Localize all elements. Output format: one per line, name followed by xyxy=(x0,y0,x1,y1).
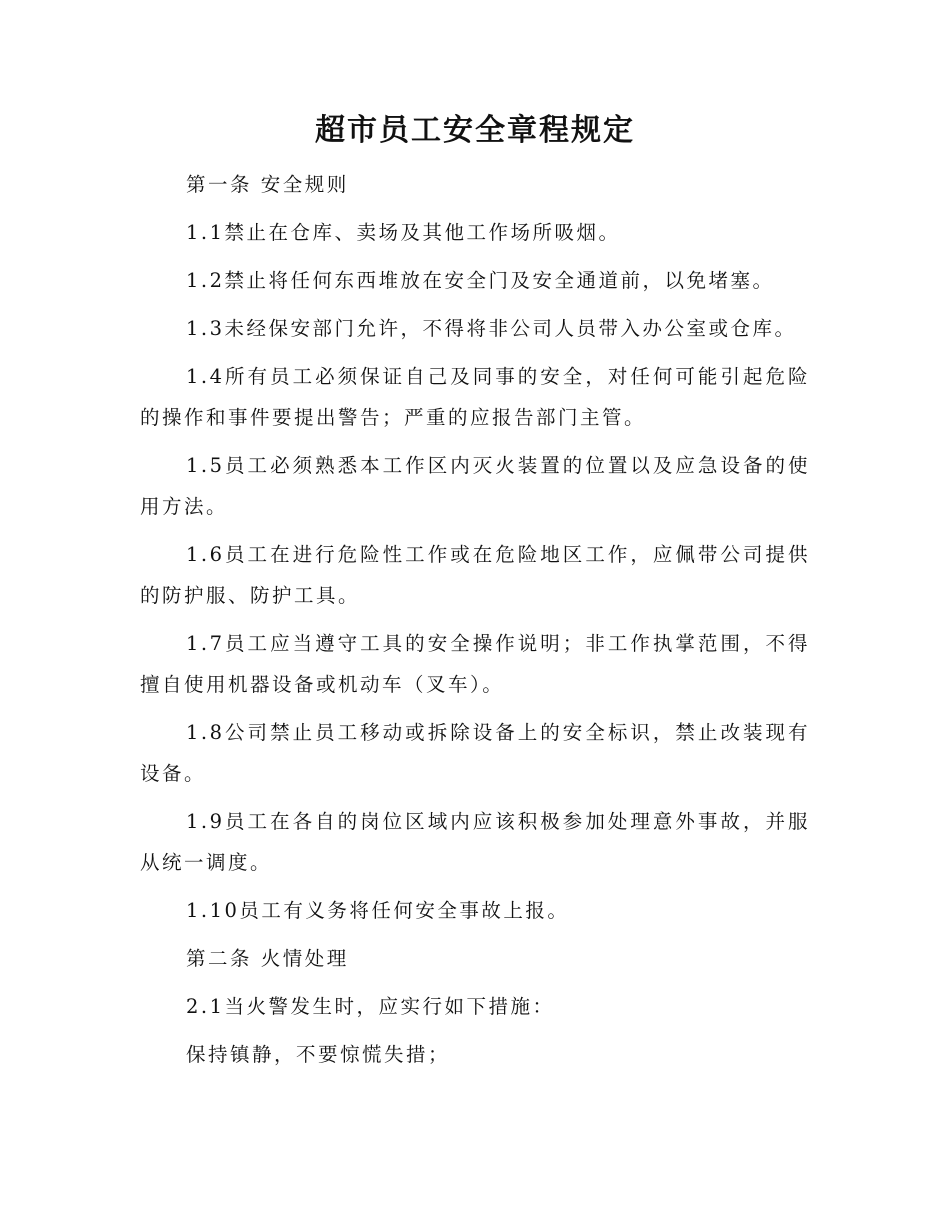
paragraph: 1.3未经保安部门允许，不得将非公司人员带入办公室或仓库。 xyxy=(186,317,797,340)
document-body xyxy=(140,164,810,1082)
paragraph: 保持镇静，不要惊慌失措； xyxy=(186,1043,451,1066)
paragraph: 1.6员工在进行危险性工作或在危险地区工作，应佩带公司提供的防护服、防护工具。 xyxy=(140,543,810,607)
paragraph: 1.5员工必须熟悉本工作区内灭火装置的位置以及应急设备的使用方法。 xyxy=(140,454,810,518)
section-heading: 第一条 安全规则 xyxy=(186,173,349,196)
document-title: 超市员工安全章程规定 xyxy=(315,113,635,148)
paragraph: 2.1当火警发生时，应实行如下措施： xyxy=(186,995,555,1018)
paragraph: 1.4所有员工必须保证自己及同事的安全，对任何可能引起危险的操作和事件要提出警告；严重的应报告部门主管。 xyxy=(140,365,810,429)
paragraph: 1.7员工应当遵守工具的安全操作说明；非工作执掌范围，不得擅自使用机器设备或机动车（叉车）。 xyxy=(140,632,810,696)
section-heading: 第二条 火情处理 xyxy=(186,947,349,970)
paragraph: 1.2禁止将任何东西堆放在安全门及安全通道前，以免堵塞。 xyxy=(186,269,775,292)
paragraph: 1.8公司禁止员工移动或拆除设备上的安全标识，禁止改装现有设备。 xyxy=(140,721,810,785)
paragraph: 1.1禁止在仓库、卖场及其他工作场所吸烟。 xyxy=(186,221,621,244)
paragraph: 1.9员工在各自的岗位区域内应该积极参加处理意外事故，并服从统一调度。 xyxy=(140,810,810,874)
paragraph: 1.10员工有义务将任何安全事故上报。 xyxy=(186,899,570,922)
